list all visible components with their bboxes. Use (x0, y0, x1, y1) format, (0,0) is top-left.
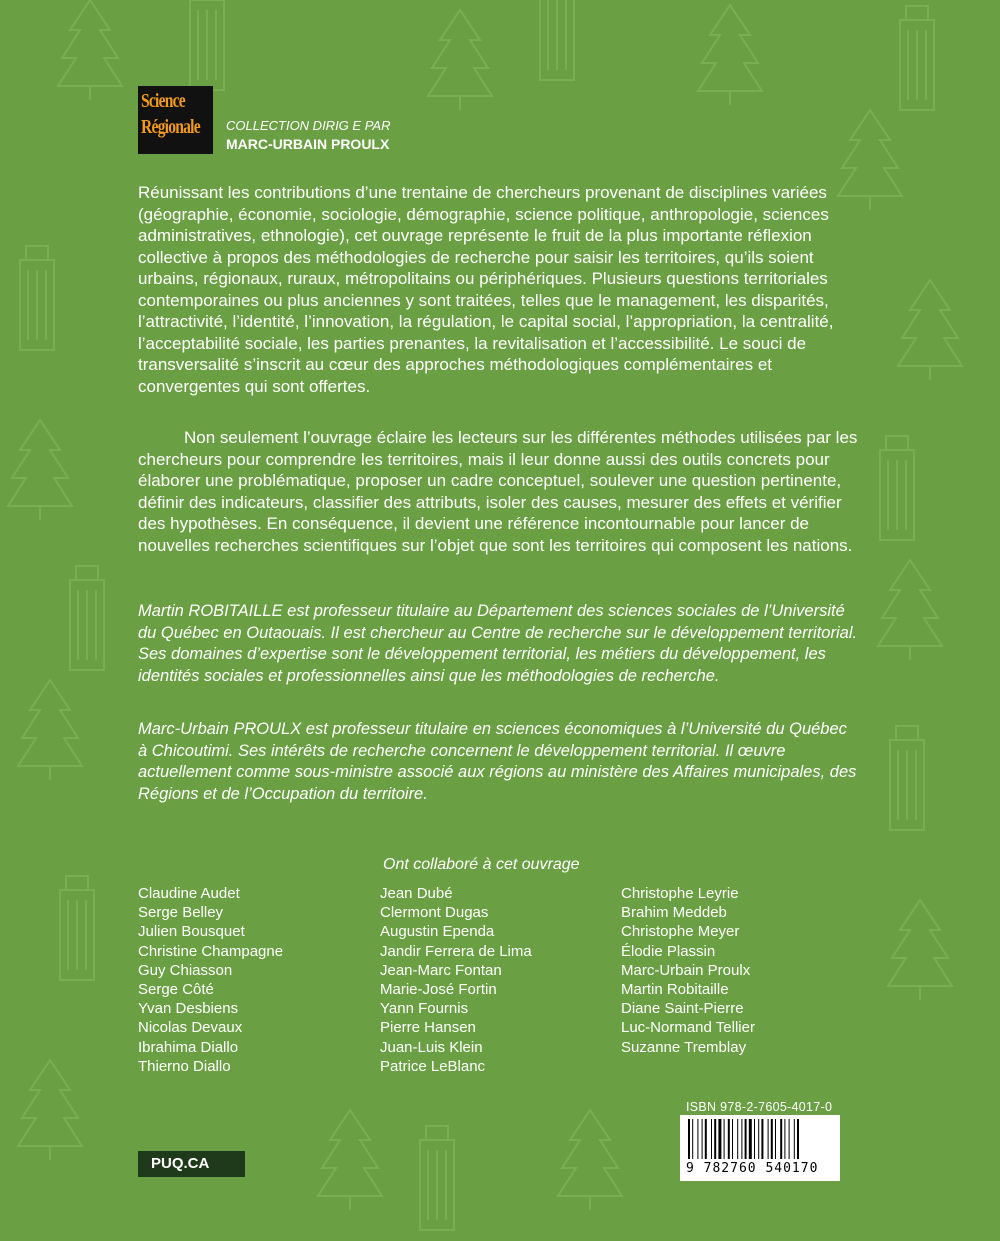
contributor-name: Christophe Leyrie (621, 885, 739, 902)
barcode-digits: 9 782760 540170 (686, 1161, 819, 1176)
contributor-name: Serge Belley (138, 904, 224, 922)
barcode-bar (688, 1119, 690, 1159)
publisher-site: PUQ.CA (151, 1155, 210, 1172)
contributor-name: Guy Chiasson (138, 961, 233, 979)
contributor-name: Diane Saint-Pierre (621, 1000, 744, 1018)
contributor-name: Augustin Ependa (380, 923, 495, 941)
barcode-bar (761, 1119, 763, 1159)
barcode-bar (737, 1119, 738, 1159)
barcode-bar (724, 1119, 725, 1159)
contributor-name: Brahim Meddeb (621, 904, 727, 922)
contributor-name: Yvan Desbiens (138, 1000, 239, 1018)
collection-logo (138, 86, 213, 154)
contributor-name: Élodie Plassin (621, 942, 716, 960)
barcode-bar (718, 1119, 721, 1159)
contributor-name: Thierno Diallo (138, 1057, 231, 1075)
contributors-column-1 (138, 884, 283, 1076)
contributors-title: Ont collaboré à cet ouvrage (383, 856, 580, 873)
barcode-bar (732, 1119, 733, 1159)
barcode-bar (749, 1119, 752, 1159)
barcode-bar (697, 1119, 698, 1159)
barcode-bars (680, 1115, 840, 1161)
barcode-bar (794, 1119, 795, 1159)
collection-director: MARC-URBAIN PROULX (226, 136, 390, 152)
barcode-bar (758, 1119, 759, 1159)
contributor-name: Ibrahima Diallo (138, 1038, 239, 1056)
barcode-bar (768, 1119, 769, 1159)
barcode-bar (741, 1119, 742, 1159)
contributor-name: Patrice LeBlanc (380, 1057, 486, 1075)
contributors-column-2 (380, 884, 532, 1076)
contributor-name: Nicolas Devaux (138, 1019, 243, 1037)
contributors-column-3 (621, 884, 755, 1057)
bio-proulx: Marc-Urbain PROULX est professeur titulaire en sciences économiques à l’Université du Québec à Chicoutimi. Ses intérêts de recherche concernent le développement territorial. Il œuvre actuellement comme sous-ministre associé aux régions au ministère des Affaires municipales, des Régions et de l’Occupation du territoire. (138, 720, 857, 804)
contributor-name: Jean-Marc Fontan (380, 961, 502, 979)
contributor-name: Jean Dubé (380, 885, 453, 902)
isbn-label: ISBN 978-2-7605-4017-0 (686, 1100, 833, 1114)
contributor-name: Christine Champagne (138, 942, 284, 960)
contributor-name: Marie-José Fortin (380, 981, 497, 999)
barcode-bar (702, 1119, 703, 1159)
barcode-bar (705, 1119, 707, 1159)
barcode-bar (714, 1119, 716, 1159)
bio-robitaille: Martin ROBITAILLE est professeur titulaire au Département des sciences sociales de l’Université du Québec en Outaouais. Il est chercheur au Centre de recherche sur le développement territorial. Ses domaines d’expertise sont le développement territorial, les métiers du développement, les identités sociales et professionnelles ainsi que les méthodologies de recherche. (138, 602, 858, 686)
barcode-bar (797, 1119, 799, 1159)
barcode-bar (789, 1119, 790, 1159)
barcode-bar (771, 1119, 773, 1159)
barcode-bar (728, 1119, 730, 1159)
barcode-bar (754, 1119, 755, 1159)
contributor-name: Clermont Dugas (380, 904, 489, 922)
contributor-name: Claudine Audet (138, 885, 240, 902)
barcode-bar (780, 1119, 782, 1159)
description-paragraph-2: Non seulement l’ouvrage éclaire les lecteurs sur les différentes méthodes utilisées par les chercheurs pour comprendre les territoires, mais il leur donne aussi des outils concrets pour élaborer une problématique, proposer un cadre conceptuel, soulever une question pertinente, définir des indicateurs, classifier des attributs, isoler des causes, mesurer des effets et vérifier des hypothèses. En conséquence, il devient une référence incontournable pour lancer de nouvelles recherches scientifiques sur l’objet que sont les territoires qui composent les nations. (138, 428, 858, 555)
contributor-name: Marc-Urbain Proulx (621, 961, 751, 979)
logo-line2: Régionale (141, 116, 200, 138)
barcode-bar (711, 1119, 712, 1159)
collection-label: COLLECTION DIRIG E PAR (226, 118, 391, 133)
barcode (680, 1115, 840, 1181)
contributor-name: Yann Fournis (380, 1000, 469, 1018)
contributor-name: Jandir Ferrera de Lima (380, 942, 532, 960)
description-paragraph-1: Réunissant les contributions d’une trentaine de chercheurs provenant de disciplines variées (géographie, économie, sociologie, démographie, science politique, anthropologie, sciences administratives, ethnologie), cet ouvrage représente le fruit de la plus importante réflexion collective à propos des méthodologies de recherche pour saisir les territoires, qu’ils soient urbains, régionaux, ruraux, métropolitains ou périphériques. Plusieurs questions territoriales contemporaines ou plus anciennes y sont traitées, telles que le management, les disparités, l’attractivité, l’identité, l’innovation, la régulation, le capital social, l’appropriation, la centralité, l’acceptabilité sociale, les parties prenantes, la revitalisation et l’accessibilité. Le souci de transversalité s’inscrit au cœur des approches méthodologiques complémentaires et convergentes qui sont offertes. (138, 183, 834, 396)
contributor-name: Luc-Normand Tellier (621, 1019, 755, 1037)
barcode-bar (692, 1119, 693, 1159)
contributor-name: Pierre Hansen (380, 1019, 476, 1037)
barcode-bar (745, 1119, 747, 1159)
contributor-name: Suzanne Tremblay (621, 1038, 747, 1056)
logo-line1: Science (141, 90, 185, 112)
contributor-name: Juan-Luis Klein (380, 1038, 483, 1056)
barcode-bar (775, 1119, 776, 1159)
contributor-name: Martin Robitaille (621, 981, 729, 999)
barcode-bar (784, 1119, 785, 1159)
contributor-name: Serge Côté (138, 981, 214, 999)
contributor-name: Julien Bousquet (138, 923, 245, 941)
publisher-badge (138, 1151, 245, 1177)
contributor-name: Christophe Meyer (621, 923, 740, 941)
